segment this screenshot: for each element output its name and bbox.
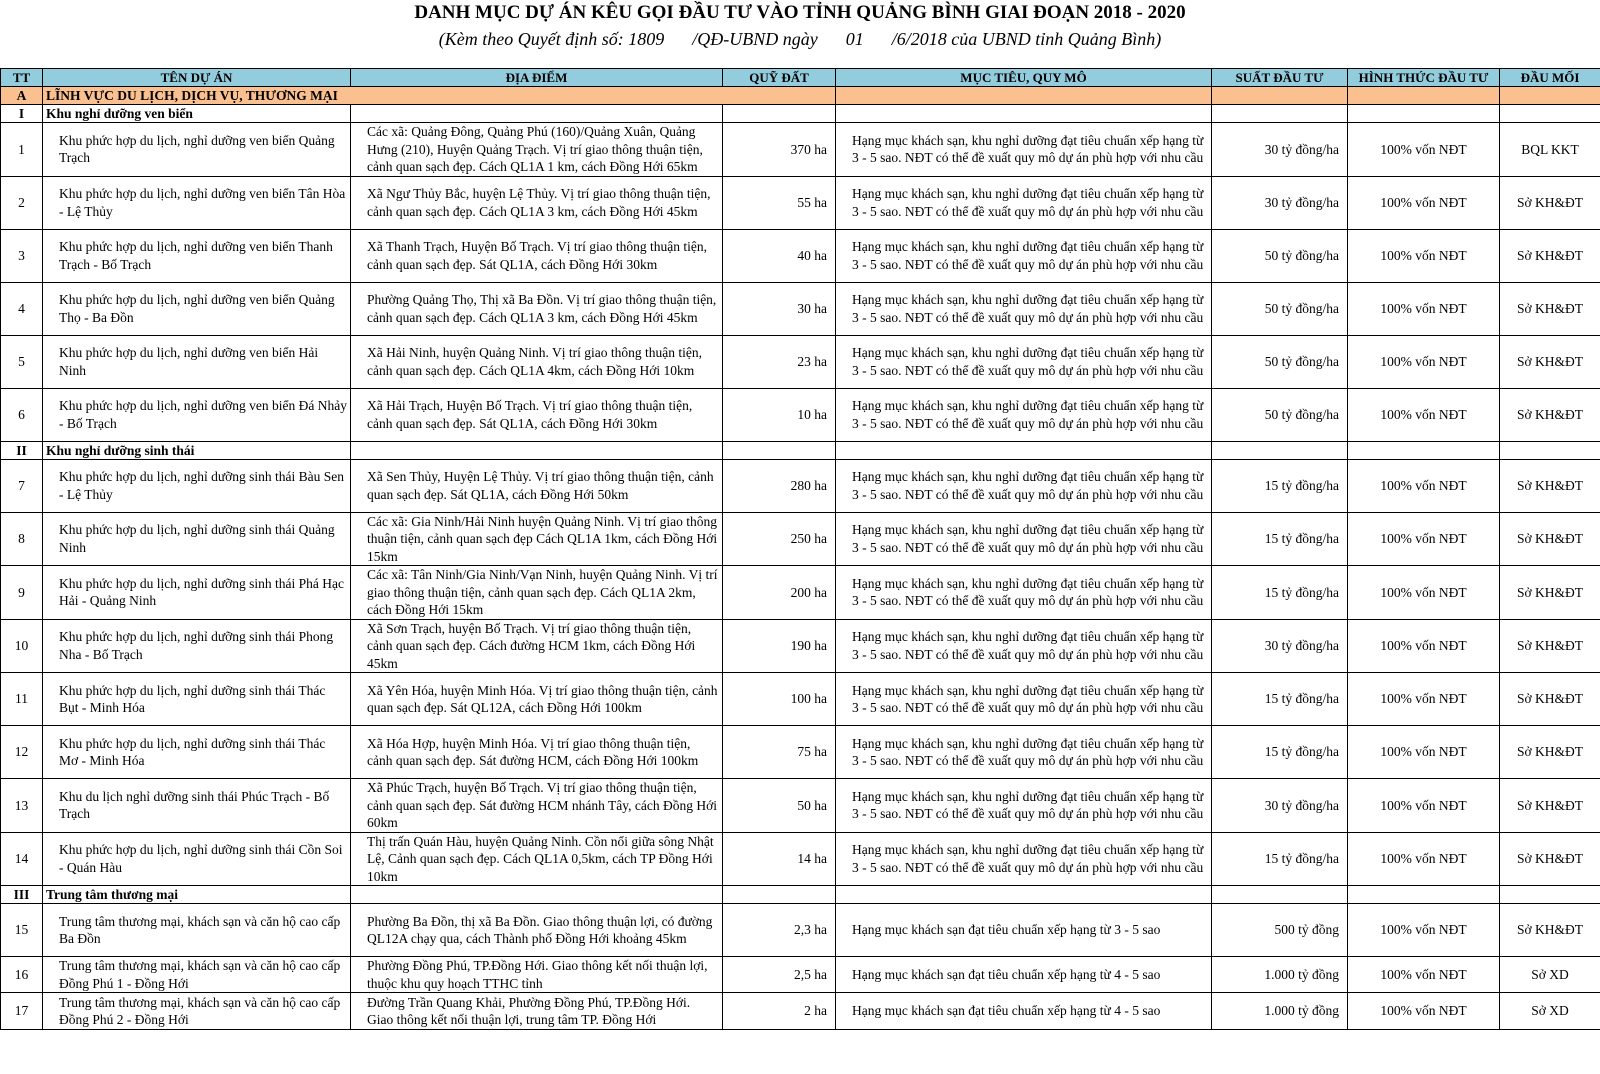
cell-location: Xã Ngư Thủy Bắc, huyện Lệ Thủy. Vị trí giao thông thuận tiện, cảnh quan sạch đẹp. Cách QL1A 3 km, cách Đồng Hới 45km bbox=[351, 176, 723, 229]
subtitle-part-2: /QĐ-UBND ngày bbox=[692, 29, 818, 49]
projects-table bbox=[0, 68, 1600, 1030]
empty-cell bbox=[1500, 105, 1600, 123]
cell-name: Khu phức hợp du lịch, nghỉ dưỡng ven biển Quảng Thọ - Ba Đồn bbox=[43, 282, 351, 335]
cell-tt: 4 bbox=[1, 282, 43, 335]
table-row bbox=[1, 566, 1600, 620]
cell-tt: 6 bbox=[1, 388, 43, 441]
cell-goal: Hạng mục khách sạn đạt tiêu chuẩn xếp hạng từ 4 - 5 sao bbox=[836, 957, 1212, 993]
cell-rate: 1.000 tỷ đồng bbox=[1212, 993, 1348, 1030]
cell-land: 280 ha bbox=[723, 459, 836, 512]
cell-land: 200 ha bbox=[723, 566, 836, 620]
cell-goal: Hạng mục khách sạn, khu nghỉ dưỡng đạt tiêu chuẩn xếp hạng từ 3 - 5 sao. NĐT có thể đề xuất quy mô dự án phù hợp với nhu cầu bbox=[836, 176, 1212, 229]
cell-land: 250 ha bbox=[723, 512, 836, 566]
cell-rate: 30 tỷ đồng/ha bbox=[1212, 123, 1348, 177]
cell-form: 100% vốn NĐT bbox=[1348, 779, 1500, 833]
cell-name: Trung tâm thương mại, khách sạn và căn hộ cao cấp Đồng Phú 2 - Đồng Hới bbox=[43, 993, 351, 1030]
cell-goal: Hạng mục khách sạn, khu nghỉ dưỡng đạt tiêu chuẩn xếp hạng từ 3 - 5 sao. NĐT có thể đề xuất quy mô dự án phù hợp với nhu cầu bbox=[836, 282, 1212, 335]
cell-form: 100% vốn NĐT bbox=[1348, 229, 1500, 282]
cell-goal: Hạng mục khách sạn, khu nghỉ dưỡng đạt tiêu chuẩn xếp hạng từ 3 - 5 sao. NĐT có thể đề xuất quy mô dự án phù hợp với nhu cầu bbox=[836, 512, 1212, 566]
cell-contact: Sở KH&ĐT bbox=[1500, 779, 1600, 833]
empty-cell bbox=[1348, 105, 1500, 123]
cell-contact: BQL KKT bbox=[1500, 123, 1600, 177]
empty-cell bbox=[723, 105, 836, 123]
cell-contact: Sở KH&ĐT bbox=[1500, 388, 1600, 441]
col-header-contact: ĐẦU MỐI bbox=[1500, 69, 1600, 87]
cell-goal: Hạng mục khách sạn, khu nghỉ dưỡng đạt tiêu chuẩn xếp hạng từ 3 - 5 sao. NĐT có thể đề xuất quy mô dự án phù hợp với nhu cầu bbox=[836, 335, 1212, 388]
cell-goal: Hạng mục khách sạn, khu nghỉ dưỡng đạt tiêu chuẩn xếp hạng từ 3 - 5 sao. NĐT có thể đề xuất quy mô dự án phù hợp với nhu cầu bbox=[836, 229, 1212, 282]
cell-goal: Hạng mục khách sạn đạt tiêu chuẩn xếp hạng từ 3 - 5 sao bbox=[836, 904, 1212, 957]
empty-cell bbox=[836, 87, 1212, 105]
group-tt: II bbox=[1, 441, 43, 459]
section-tt: A bbox=[1, 87, 43, 105]
group-title: Khu nghỉ dưỡng sinh thái bbox=[43, 441, 351, 459]
cell-tt: 11 bbox=[1, 673, 43, 726]
cell-tt: 13 bbox=[1, 779, 43, 833]
cell-contact: Sở KH&ĐT bbox=[1500, 673, 1600, 726]
cell-location: Xã Thanh Trạch, Huyện Bố Trạch. Vị trí giao thông thuận tiện, cảnh quan sạch đẹp. Sát QL1A, cách Đồng Hới 30km bbox=[351, 229, 723, 282]
empty-cell bbox=[836, 105, 1212, 123]
cell-location: Các xã: Tân Ninh/Gia Ninh/Vạn Ninh, huyện Quảng Ninh. Vị trí giao thông thuận tiện, cảnh quan sạch đẹp. Cách QL1A 2km, cách Đồng Hới 15km bbox=[351, 566, 723, 620]
cell-goal: Hạng mục khách sạn, khu nghỉ dưỡng đạt tiêu chuẩn xếp hạng từ 3 - 5 sao. NĐT có thể đề xuất quy mô dự án phù hợp với nhu cầu bbox=[836, 726, 1212, 779]
cell-tt: 16 bbox=[1, 957, 43, 993]
subtitle-part-3: 01 bbox=[845, 29, 864, 49]
cell-form: 100% vốn NĐT bbox=[1348, 726, 1500, 779]
empty-cell bbox=[836, 441, 1212, 459]
cell-name: Khu phức hợp du lịch, nghỉ dưỡng sinh thái Cồn Soi - Quán Hàu bbox=[43, 832, 351, 886]
cell-contact: Sở KH&ĐT bbox=[1500, 619, 1600, 673]
cell-rate: 15 tỷ đồng/ha bbox=[1212, 673, 1348, 726]
empty-cell bbox=[1348, 87, 1500, 105]
table-row bbox=[1, 282, 1600, 335]
cell-name: Khu phức hợp du lịch, nghỉ dưỡng sinh thái Thác Mơ - Minh Hóa bbox=[43, 726, 351, 779]
cell-land: 30 ha bbox=[723, 282, 836, 335]
section-row-a bbox=[1, 87, 1600, 105]
cell-tt: 8 bbox=[1, 512, 43, 566]
cell-land: 23 ha bbox=[723, 335, 836, 388]
cell-rate: 50 tỷ đồng/ha bbox=[1212, 229, 1348, 282]
cell-rate: 15 tỷ đồng/ha bbox=[1212, 512, 1348, 566]
col-header-land: QUỸ ĐẤT bbox=[723, 69, 836, 87]
table-row bbox=[1, 619, 1600, 673]
cell-tt: 12 bbox=[1, 726, 43, 779]
empty-cell bbox=[1212, 441, 1348, 459]
cell-location: Phường Đồng Phú, TP.Đồng Hới. Giao thông kết nối thuận lợi, thuộc khu quy hoạch TTHC tỉnh bbox=[351, 957, 723, 993]
cell-name: Khu phức hợp du lịch, nghỉ dưỡng ven biển Tân Hòa - Lệ Thủy bbox=[43, 176, 351, 229]
cell-rate: 50 tỷ đồng/ha bbox=[1212, 282, 1348, 335]
subtitle-part-4: /6/2018 của UBND tỉnh Quảng Bình) bbox=[891, 29, 1162, 49]
cell-rate: 500 tỷ đồng bbox=[1212, 904, 1348, 957]
cell-form: 100% vốn NĐT bbox=[1348, 832, 1500, 886]
group-tt: III bbox=[1, 886, 43, 904]
cell-land: 2 ha bbox=[723, 993, 836, 1030]
cell-rate: 15 tỷ đồng/ha bbox=[1212, 726, 1348, 779]
cell-land: 370 ha bbox=[723, 123, 836, 177]
cell-goal: Hạng mục khách sạn, khu nghỉ dưỡng đạt tiêu chuẩn xếp hạng từ 3 - 5 sao. NĐT có thể đề xuất quy mô dự án phù hợp với nhu cầu bbox=[836, 566, 1212, 620]
cell-form: 100% vốn NĐT bbox=[1348, 993, 1500, 1030]
cell-land: 14 ha bbox=[723, 832, 836, 886]
group-tt: I bbox=[1, 105, 43, 123]
cell-form: 100% vốn NĐT bbox=[1348, 335, 1500, 388]
empty-cell bbox=[836, 886, 1212, 904]
empty-cell bbox=[1212, 87, 1348, 105]
cell-goal: Hạng mục khách sạn, khu nghỉ dưỡng đạt tiêu chuẩn xếp hạng từ 3 - 5 sao. NĐT có thể đề xuất quy mô dự án phù hợp với nhu cầu bbox=[836, 832, 1212, 886]
cell-contact: Sở XD bbox=[1500, 993, 1600, 1030]
cell-location: Xã Hải Trạch, Huyện Bố Trạch. Vị trí giao thông thuận tiện, cảnh quan sạch đẹp. Sát QL1A, cách Đồng Hới 30km bbox=[351, 388, 723, 441]
empty-cell bbox=[723, 441, 836, 459]
cell-goal: Hạng mục khách sạn đạt tiêu chuẩn xếp hạng từ 4 - 5 sao bbox=[836, 993, 1212, 1030]
cell-land: 50 ha bbox=[723, 779, 836, 833]
table-row bbox=[1, 123, 1600, 177]
cell-contact: Sở KH&ĐT bbox=[1500, 282, 1600, 335]
cell-form: 100% vốn NĐT bbox=[1348, 282, 1500, 335]
cell-goal: Hạng mục khách sạn, khu nghỉ dưỡng đạt tiêu chuẩn xếp hạng từ 3 - 5 sao. NĐT có thể đề xuất quy mô dự án phù hợp với nhu cầu bbox=[836, 123, 1212, 177]
cell-form: 100% vốn NĐT bbox=[1348, 123, 1500, 177]
cell-contact: Sở KH&ĐT bbox=[1500, 229, 1600, 282]
cell-tt: 7 bbox=[1, 459, 43, 512]
cell-land: 2,5 ha bbox=[723, 957, 836, 993]
cell-land: 10 ha bbox=[723, 388, 836, 441]
cell-rate: 50 tỷ đồng/ha bbox=[1212, 335, 1348, 388]
empty-cell bbox=[351, 441, 723, 459]
cell-location: Đường Trần Quang Khải, Phường Đồng Phú, TP.Đồng Hới. Giao thông kết nối thuận lợi, trung tâm TP. Đồng Hới bbox=[351, 993, 723, 1030]
table-row bbox=[1, 229, 1600, 282]
cell-name: Khu phức hợp du lịch, nghỉ dưỡng ven biển Hải Ninh bbox=[43, 335, 351, 388]
cell-contact: Sở KH&ĐT bbox=[1500, 726, 1600, 779]
cell-rate: 15 tỷ đồng/ha bbox=[1212, 832, 1348, 886]
cell-form: 100% vốn NĐT bbox=[1348, 904, 1500, 957]
cell-location: Phường Quảng Thọ, Thị xã Ba Đồn. Vị trí giao thông thuận tiện, cảnh quan sạch đẹp. Cách QL1A 3 km, cách Đồng Hới 45km bbox=[351, 282, 723, 335]
cell-goal: Hạng mục khách sạn, khu nghỉ dưỡng đạt tiêu chuẩn xếp hạng từ 3 - 5 sao. NĐT có thể đề xuất quy mô dự án phù hợp với nhu cầu bbox=[836, 459, 1212, 512]
cell-land: 75 ha bbox=[723, 726, 836, 779]
group-title: Khu nghỉ dưỡng ven biển bbox=[43, 105, 351, 123]
cell-goal: Hạng mục khách sạn, khu nghỉ dưỡng đạt tiêu chuẩn xếp hạng từ 3 - 5 sao. NĐT có thể đề xuất quy mô dự án phù hợp với nhu cầu bbox=[836, 779, 1212, 833]
cell-form: 100% vốn NĐT bbox=[1348, 512, 1500, 566]
cell-form: 100% vốn NĐT bbox=[1348, 388, 1500, 441]
table-row bbox=[1, 779, 1600, 833]
cell-contact: Sở XD bbox=[1500, 957, 1600, 993]
cell-location: Thị trấn Quán Hàu, huyện Quảng Ninh. Cồn nổi giữa sông Nhật Lệ, Cảnh quan sạch đẹp. Cách QL1A 0,5km, cách TP Đồng Hới 10km bbox=[351, 832, 723, 886]
cell-form: 100% vốn NĐT bbox=[1348, 957, 1500, 993]
col-header-rate: SUẤT ĐẦU TƯ bbox=[1212, 69, 1348, 87]
cell-name: Khu phức hợp du lịch, nghỉ dưỡng ven biển Quảng Trạch bbox=[43, 123, 351, 177]
empty-cell bbox=[1500, 886, 1600, 904]
cell-name: Trung tâm thương mại, khách sạn và căn hộ cao cấp Ba Đồn bbox=[43, 904, 351, 957]
cell-goal: Hạng mục khách sạn, khu nghỉ dưỡng đạt tiêu chuẩn xếp hạng từ 3 - 5 sao. NĐT có thể đề xuất quy mô dự án phù hợp với nhu cầu bbox=[836, 388, 1212, 441]
cell-name: Khu phức hợp du lịch, nghỉ dưỡng ven biển Thanh Trạch - Bố Trạch bbox=[43, 229, 351, 282]
empty-cell bbox=[723, 886, 836, 904]
table-row bbox=[1, 335, 1600, 388]
cell-rate: 30 tỷ đồng/ha bbox=[1212, 779, 1348, 833]
cell-form: 100% vốn NĐT bbox=[1348, 459, 1500, 512]
subtitle-part-1: (Kèm theo Quyết định số: 1809 bbox=[438, 29, 665, 49]
table-row bbox=[1, 957, 1600, 993]
cell-tt: 3 bbox=[1, 229, 43, 282]
cell-contact: Sở KH&ĐT bbox=[1500, 512, 1600, 566]
empty-cell bbox=[1212, 105, 1348, 123]
col-header-location: ĐỊA ĐIỂM bbox=[351, 69, 723, 87]
cell-rate: 50 tỷ đồng/ha bbox=[1212, 388, 1348, 441]
cell-form: 100% vốn NĐT bbox=[1348, 673, 1500, 726]
cell-tt: 14 bbox=[1, 832, 43, 886]
cell-location: Phường Ba Đồn, thị xã Ba Đồn. Giao thông thuận lợi, có đường QL12A chạy qua, cách Thành phố Đồng Hới khoảng 45km bbox=[351, 904, 723, 957]
empty-cell bbox=[351, 886, 723, 904]
table-row bbox=[1, 993, 1600, 1030]
cell-goal: Hạng mục khách sạn, khu nghỉ dưỡng đạt tiêu chuẩn xếp hạng từ 3 - 5 sao. NĐT có thể đề xuất quy mô dự án phù hợp với nhu cầu bbox=[836, 619, 1212, 673]
cell-land: 190 ha bbox=[723, 619, 836, 673]
cell-rate: 30 tỷ đồng/ha bbox=[1212, 619, 1348, 673]
cell-land: 40 ha bbox=[723, 229, 836, 282]
cell-rate: 15 tỷ đồng/ha bbox=[1212, 459, 1348, 512]
table-row bbox=[1, 512, 1600, 566]
table-row bbox=[1, 388, 1600, 441]
table-row bbox=[1, 726, 1600, 779]
group-row-1 bbox=[1, 105, 1600, 123]
group-row-2 bbox=[1, 441, 1600, 459]
cell-contact: Sở KH&ĐT bbox=[1500, 176, 1600, 229]
cell-name: Khu phức hợp du lịch, nghỉ dưỡng sinh thái Phong Nha - Bố Trạch bbox=[43, 619, 351, 673]
table-header-row bbox=[1, 69, 1600, 87]
table-row bbox=[1, 904, 1600, 957]
col-header-name: TÊN DỰ ÁN bbox=[43, 69, 351, 87]
cell-location: Xã Sơn Trạch, huyện Bố Trạch. Vị trí giao thông thuận tiện, cảnh quan sạch đẹp. Cách đường HCM 1km, cách Đồng Hới 45km bbox=[351, 619, 723, 673]
cell-form: 100% vốn NĐT bbox=[1348, 176, 1500, 229]
table-row bbox=[1, 176, 1600, 229]
cell-tt: 1 bbox=[1, 123, 43, 177]
cell-tt: 2 bbox=[1, 176, 43, 229]
cell-tt: 15 bbox=[1, 904, 43, 957]
group-row-3 bbox=[1, 886, 1600, 904]
col-header-tt: TT bbox=[1, 69, 43, 87]
cell-location: Các xã: Gia Ninh/Hải Ninh huyện Quảng Ninh. Vị trí giao thông thuận tiện, cảnh quan sạch đẹp Cách QL1A 1km, cách Đồng Hới 15km bbox=[351, 512, 723, 566]
cell-name: Khu du lịch nghỉ dưỡng sinh thái Phúc Trạch - Bố Trạch bbox=[43, 779, 351, 833]
table-row bbox=[1, 832, 1600, 886]
empty-cell bbox=[1500, 87, 1600, 105]
cell-location: Xã Phúc Trạch, huyện Bố Trạch. Vị trí giao thông thuận tiện, cảnh quan sạch đẹp. Sát đường HCM nhánh Tây, cách Đồng Hới 60km bbox=[351, 779, 723, 833]
cell-name: Khu phức hợp du lịch, nghỉ dưỡng sinh thái Bàu Sen - Lệ Thủy bbox=[43, 459, 351, 512]
cell-contact: Sở KH&ĐT bbox=[1500, 904, 1600, 957]
empty-cell bbox=[1348, 886, 1500, 904]
empty-cell bbox=[1500, 441, 1600, 459]
empty-cell bbox=[1212, 886, 1348, 904]
cell-land: 55 ha bbox=[723, 176, 836, 229]
cell-contact: Sở KH&ĐT bbox=[1500, 335, 1600, 388]
section-title: LĨNH VỰC DU LỊCH, DỊCH VỤ, THƯƠNG MẠI bbox=[43, 87, 836, 105]
cell-land: 2,3 ha bbox=[723, 904, 836, 957]
empty-cell bbox=[351, 105, 723, 123]
table-row bbox=[1, 673, 1600, 726]
col-header-form: HÌNH THỨC ĐẦU TƯ bbox=[1348, 69, 1500, 87]
cell-goal: Hạng mục khách sạn, khu nghỉ dưỡng đạt tiêu chuẩn xếp hạng từ 3 - 5 sao. NĐT có thể đề xuất quy mô dự án phù hợp với nhu cầu bbox=[836, 673, 1212, 726]
group-title: Trung tâm thương mại bbox=[43, 886, 351, 904]
table-row bbox=[1, 459, 1600, 512]
cell-location: Xã Yên Hóa, huyện Minh Hóa. Vị trí giao thông thuận tiện, cảnh quan sạch đẹp. Sát QL12A, cách Đồng Hới 100km bbox=[351, 673, 723, 726]
empty-cell bbox=[1348, 441, 1500, 459]
cell-name: Khu phức hợp du lịch, nghỉ dưỡng sinh thái Thác Bụt - Minh Hóa bbox=[43, 673, 351, 726]
cell-location: Các xã: Quảng Đông, Quảng Phú (160)/Quảng Xuân, Quảng Hưng (210), Huyện Quảng Trạch. Vị trí giao thông thuận tiện, cảnh quan sạch đẹp. Cách QL1A 1 km, cách Đồng Hới 65km bbox=[351, 123, 723, 177]
cell-tt: 9 bbox=[1, 566, 43, 620]
cell-name: Trung tâm thương mại, khách sạn và căn hộ cao cấp Đồng Phú 1 - Đồng Hới bbox=[43, 957, 351, 993]
cell-location: Xã Hóa Hợp, huyện Minh Hóa. Vị trí giao thông thuận tiện, cảnh quan sạch đẹp. Sát đường HCM, cách Đồng Hới 100km bbox=[351, 726, 723, 779]
col-header-goal: MỤC TIÊU, QUY MÔ bbox=[836, 69, 1212, 87]
cell-form: 100% vốn NĐT bbox=[1348, 566, 1500, 620]
cell-location: Xã Hải Ninh, huyện Quảng Ninh. Vị trí giao thông thuận tiện, cảnh quan sạch đẹp. Cách QL1A 4km, cách Đồng Hới 10km bbox=[351, 335, 723, 388]
cell-name: Khu phức hợp du lịch, nghỉ dưỡng sinh thái Phá Hạc Hải - Quảng Ninh bbox=[43, 566, 351, 620]
cell-location: Xã Sen Thủy, Huyện Lệ Thủy. Vị trí giao thông thuận tiện, cảnh quan sạch đẹp. Sát QL1A, cách Đồng Hới 50km bbox=[351, 459, 723, 512]
cell-name: Khu phức hợp du lịch, nghỉ dưỡng ven biển Đá Nhảy - Bố Trạch bbox=[43, 388, 351, 441]
cell-rate: 15 tỷ đồng/ha bbox=[1212, 566, 1348, 620]
cell-contact: Sở KH&ĐT bbox=[1500, 832, 1600, 886]
cell-land: 100 ha bbox=[723, 673, 836, 726]
cell-rate: 30 tỷ đồng/ha bbox=[1212, 176, 1348, 229]
cell-contact: Sở KH&ĐT bbox=[1500, 459, 1600, 512]
cell-tt: 10 bbox=[1, 619, 43, 673]
cell-name: Khu phức hợp du lịch, nghỉ dưỡng sinh thái Quảng Ninh bbox=[43, 512, 351, 566]
document-title: DANH MỤC DỰ ÁN KÊU GỌI ĐẦU TƯ VÀO TỈNH QUẢNG BÌNH GIAI ĐOẠN 2018 - 2020 bbox=[414, 2, 1186, 23]
cell-contact: Sở KH&ĐT bbox=[1500, 566, 1600, 620]
cell-form: 100% vốn NĐT bbox=[1348, 619, 1500, 673]
cell-tt: 5 bbox=[1, 335, 43, 388]
document-subtitle bbox=[0, 26, 1600, 52]
cell-rate: 1.000 tỷ đồng bbox=[1212, 957, 1348, 993]
cell-tt: 17 bbox=[1, 993, 43, 1030]
